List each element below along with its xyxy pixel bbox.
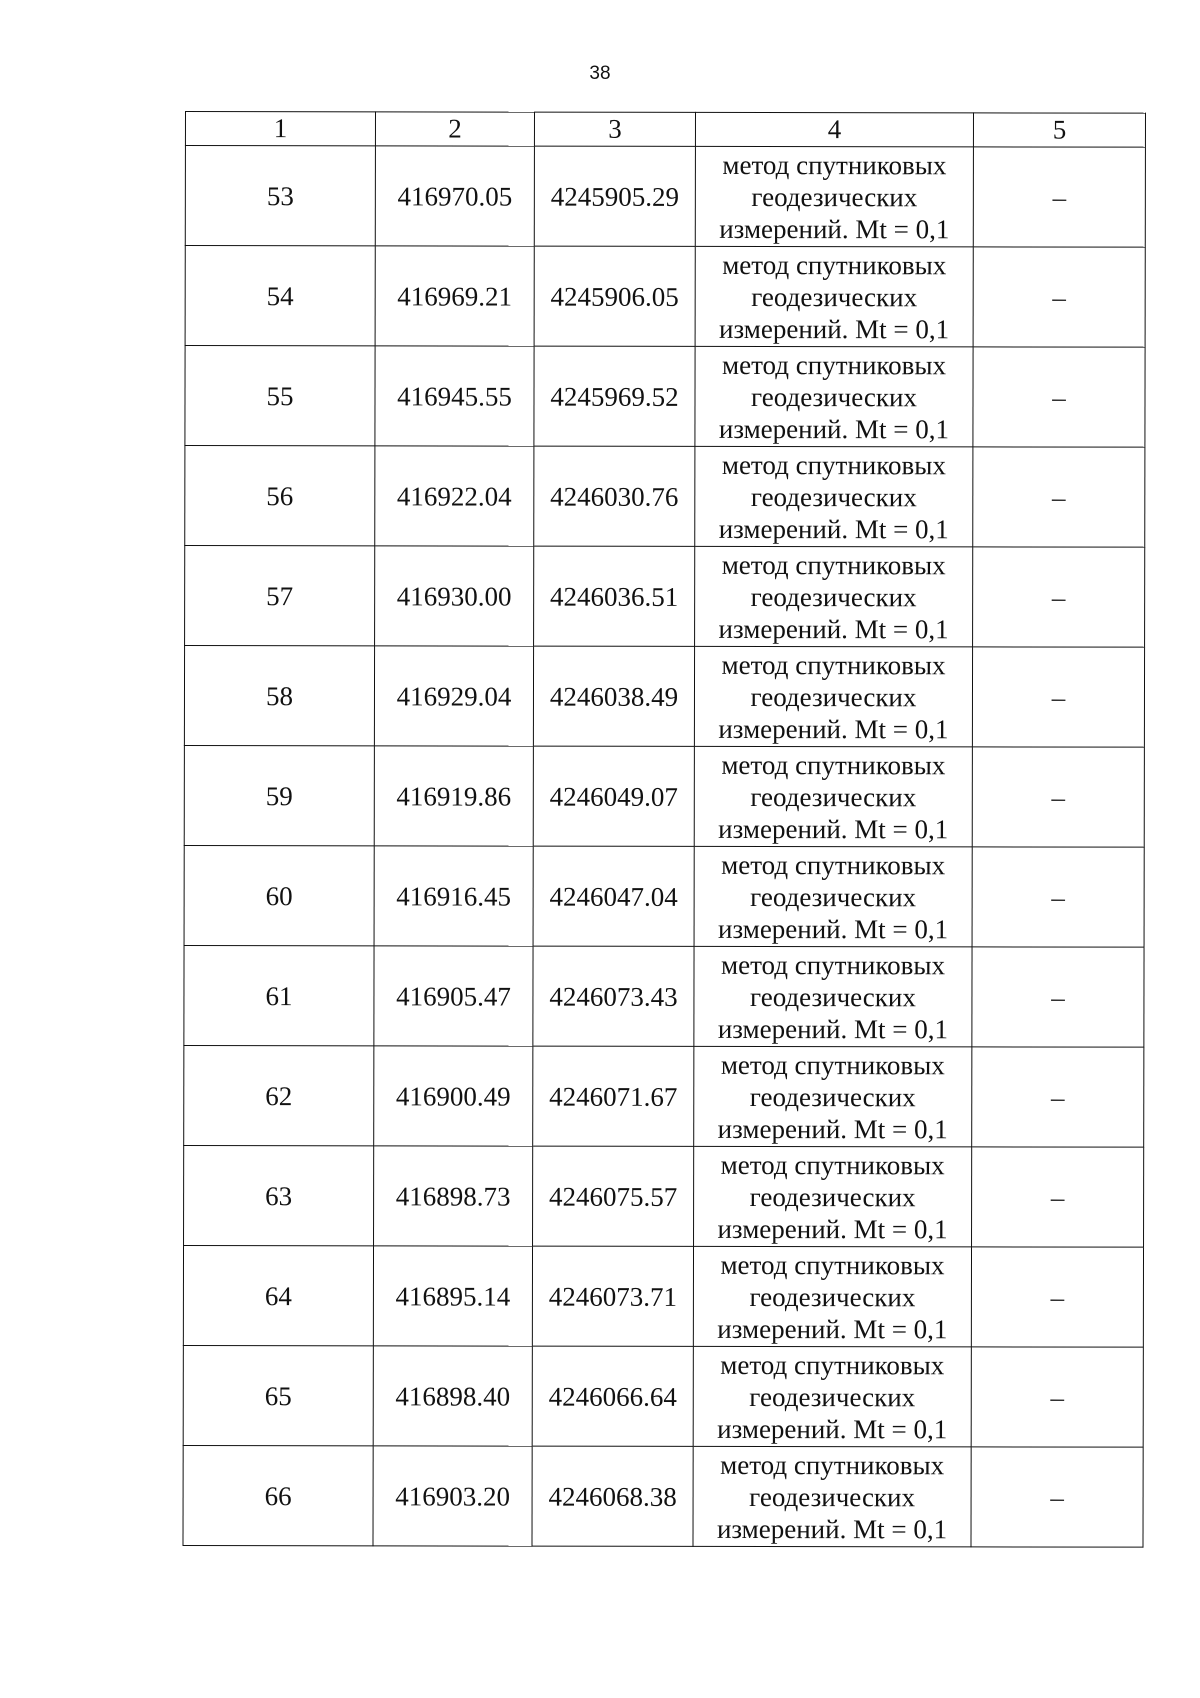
- note-cell: –: [972, 647, 1144, 747]
- method-cell: [693, 1246, 971, 1346]
- method-cell: [694, 1046, 972, 1146]
- method-line: измерений. Mt = 0,1: [717, 1013, 948, 1044]
- column-header-2: 2: [375, 112, 534, 146]
- method-line: метод спутниковых: [720, 1249, 945, 1280]
- x-coordinate-cell: 416945.55: [375, 346, 534, 446]
- method-cell: [695, 346, 973, 446]
- point-number-cell: 64: [183, 1245, 373, 1345]
- method-cell: [694, 946, 972, 1046]
- method-line: геодезических: [751, 381, 917, 412]
- method-line: метод спутниковых: [722, 349, 947, 380]
- point-number-cell: 55: [185, 346, 375, 446]
- header-row: [185, 112, 1145, 148]
- y-coordinate-cell: 4245905.29: [534, 146, 695, 246]
- method-cell: [695, 546, 973, 646]
- table-row: [185, 546, 1145, 648]
- method-line: измерений. Mt = 0,1: [718, 713, 949, 744]
- note-cell: –: [973, 247, 1145, 347]
- y-coordinate-cell: 4246073.71: [532, 1246, 693, 1346]
- method-line: измерений. Mt = 0,1: [718, 513, 949, 544]
- method-cell: [694, 646, 972, 746]
- point-number-cell: 58: [184, 646, 374, 746]
- table-row: [183, 1445, 1143, 1547]
- point-number-cell: 54: [185, 246, 375, 346]
- coordinates-table: [182, 111, 1146, 1548]
- table-row: [184, 845, 1144, 947]
- x-coordinate-cell: 416898.40: [373, 1346, 532, 1446]
- y-coordinate-cell: 4246036.51: [534, 546, 695, 646]
- method-line: измерений. Mt = 0,1: [717, 1213, 948, 1244]
- point-number-cell: 60: [184, 845, 374, 945]
- note-cell: –: [972, 1047, 1144, 1147]
- page-number: 38: [589, 63, 611, 84]
- x-coordinate-cell: 416900.49: [374, 1046, 533, 1146]
- x-coordinate-cell: 416905.47: [374, 946, 533, 1046]
- x-coordinate-cell: 416916.45: [374, 846, 533, 946]
- x-coordinate-cell: 416970.05: [375, 146, 534, 246]
- method-line: геодезических: [749, 981, 916, 1012]
- method-line: измерений. Mt = 0,1: [719, 213, 950, 244]
- note-cell: –: [973, 147, 1145, 247]
- method-line: метод спутниковых: [721, 549, 946, 580]
- method-cell: [693, 1446, 971, 1546]
- x-coordinate-cell: 416922.04: [375, 446, 534, 546]
- table-row: [184, 945, 1144, 1047]
- method-line: геодезических: [749, 1281, 916, 1312]
- method-line: метод спутниковых: [721, 449, 946, 480]
- table-row: [184, 1145, 1144, 1247]
- method-cell: [695, 446, 973, 546]
- point-number-cell: 66: [183, 1445, 373, 1545]
- x-coordinate-cell: 416903.20: [373, 1446, 532, 1546]
- x-coordinate-cell: 416895.14: [373, 1246, 532, 1346]
- y-coordinate-cell: 4246071.67: [533, 1046, 694, 1146]
- method-line: геодезических: [750, 681, 917, 712]
- point-number-cell: 62: [184, 1045, 374, 1145]
- table-row: [183, 1345, 1143, 1447]
- note-cell: –: [973, 347, 1145, 447]
- method-cell: [693, 1346, 971, 1446]
- method-line: измерений. Mt = 0,1: [719, 313, 950, 344]
- method-cell: [694, 746, 972, 846]
- y-coordinate-cell: 4246047.04: [533, 846, 694, 946]
- x-coordinate-cell: 416929.04: [374, 646, 533, 746]
- method-line: метод спутниковых: [720, 949, 946, 980]
- method-line: геодезических: [749, 1381, 916, 1412]
- method-line: геодезических: [749, 1081, 916, 1112]
- y-coordinate-cell: 4245906.05: [534, 246, 695, 346]
- y-coordinate-cell: 4246049.07: [533, 746, 694, 846]
- method-line: метод спутниковых: [721, 749, 946, 780]
- note-cell: –: [972, 947, 1144, 1047]
- method-cell: [695, 146, 973, 246]
- method-line: геодезических: [749, 1481, 916, 1512]
- method-line: измерений. Mt = 0,1: [718, 613, 949, 644]
- point-number-cell: 59: [184, 745, 374, 845]
- y-coordinate-cell: 4245969.52: [534, 346, 695, 446]
- method-line: метод спутниковых: [720, 1049, 945, 1080]
- y-coordinate-cell: 4246075.57: [533, 1146, 694, 1246]
- y-coordinate-cell: 4246038.49: [533, 646, 694, 746]
- method-cell: [694, 1146, 972, 1246]
- note-cell: –: [971, 1447, 1143, 1547]
- y-coordinate-cell: 4246030.76: [534, 446, 695, 546]
- method-line: геодезических: [750, 781, 917, 812]
- note-cell: –: [972, 847, 1144, 947]
- point-number-cell: 56: [185, 446, 375, 546]
- method-line: измерений. Mt = 0,1: [717, 1313, 948, 1344]
- method-line: геодезических: [750, 581, 917, 612]
- note-cell: –: [971, 1347, 1143, 1447]
- y-coordinate-cell: 4246066.64: [532, 1346, 693, 1446]
- method-line: измерений. Mt = 0,1: [718, 413, 950, 444]
- table-row: [184, 1045, 1144, 1147]
- table-row: [183, 1245, 1143, 1347]
- method-line: геодезических: [750, 881, 917, 912]
- method-line: метод спутниковых: [721, 649, 946, 680]
- table-row: [185, 346, 1145, 448]
- table-header: [185, 112, 1145, 148]
- note-cell: –: [973, 547, 1145, 647]
- method-line: метод спутниковых: [720, 1349, 945, 1380]
- method-line: измерений. Mt = 0,1: [716, 1513, 948, 1544]
- method-line: геодезических: [750, 481, 917, 512]
- note-cell: –: [971, 1247, 1143, 1347]
- note-cell: –: [973, 447, 1145, 547]
- column-header-3: 3: [534, 112, 695, 146]
- method-line: метод спутниковых: [722, 149, 947, 180]
- y-coordinate-cell: 4246068.38: [532, 1446, 693, 1546]
- x-coordinate-cell: 416919.86: [374, 746, 533, 846]
- column-header-1: 1: [185, 112, 375, 146]
- point-number-cell: 53: [185, 146, 375, 246]
- method-line: измерений. Mt = 0,1: [717, 913, 949, 944]
- point-number-cell: 63: [184, 1145, 374, 1245]
- point-number-cell: 57: [185, 546, 375, 646]
- point-number-cell: 65: [183, 1345, 373, 1445]
- method-cell: [695, 246, 973, 346]
- x-coordinate-cell: 416930.00: [375, 546, 534, 646]
- column-header-4: 4: [695, 112, 973, 146]
- table-body: [183, 146, 1145, 1548]
- note-cell: –: [972, 1147, 1144, 1247]
- y-coordinate-cell: 4246073.43: [533, 946, 694, 1046]
- method-line: метод спутниковых: [721, 849, 946, 880]
- method-cell: [694, 846, 972, 946]
- note-cell: –: [972, 747, 1144, 847]
- column-header-5: 5: [973, 113, 1145, 147]
- table-row: [184, 646, 1144, 748]
- method-line: измерений. Mt = 0,1: [718, 813, 949, 844]
- table-row: [185, 146, 1145, 248]
- method-line: геодезических: [751, 281, 918, 312]
- method-line: геодезических: [751, 181, 918, 212]
- x-coordinate-cell: 416969.21: [375, 246, 534, 346]
- x-coordinate-cell: 416898.73: [374, 1146, 533, 1246]
- method-line: геодезических: [749, 1181, 916, 1212]
- point-number-cell: 61: [184, 945, 374, 1045]
- method-line: измерений. Mt = 0,1: [717, 1113, 948, 1144]
- method-line: метод спутниковых: [720, 1149, 945, 1180]
- method-line: измерений. Mt = 0,1: [717, 1413, 948, 1444]
- method-line: метод спутниковых: [720, 1449, 945, 1480]
- method-line: метод спутниковых: [722, 249, 947, 280]
- table-row: [185, 446, 1145, 548]
- table-row: [185, 246, 1145, 348]
- table-row: [184, 745, 1144, 847]
